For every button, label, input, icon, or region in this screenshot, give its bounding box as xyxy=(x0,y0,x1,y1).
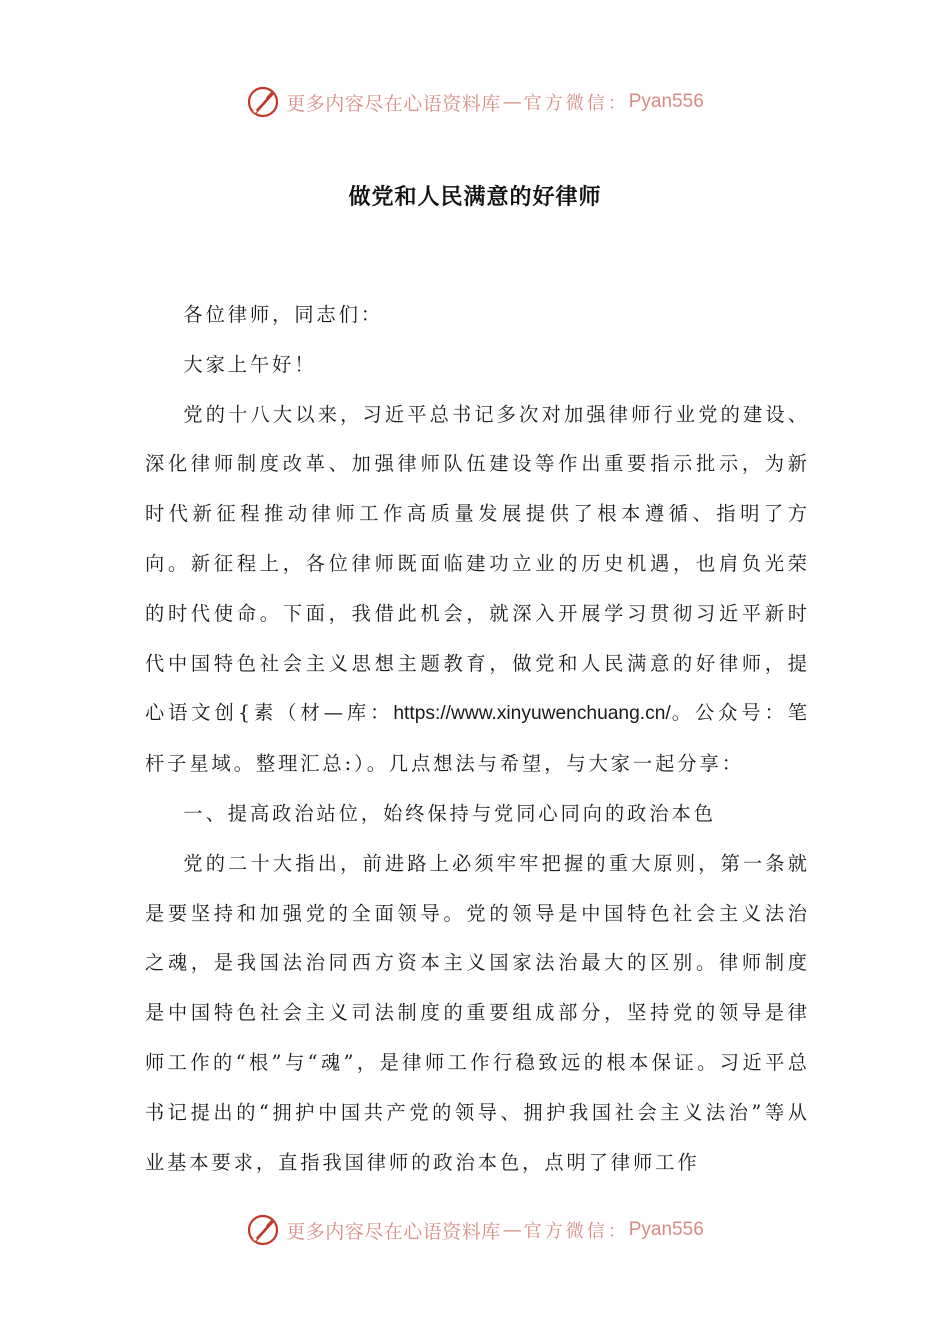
section-heading-1: 一、提高政治站位，始终保持与党同心同向的政治本色 xyxy=(183,801,716,825)
document-title: 做党和人民满意的好律师 xyxy=(348,184,602,210)
quill-pen-logo-icon xyxy=(246,85,280,119)
footer-banner xyxy=(0,1208,950,1252)
header-banner xyxy=(0,80,950,124)
footer-slogan: 更多内容尽在心语资料库 xyxy=(286,1220,501,1243)
header-slogan: 更多内容尽在心语资料库 xyxy=(286,92,501,115)
paragraph-1 xyxy=(145,390,810,789)
footer-wechat-label: 官方微信： xyxy=(523,1221,629,1242)
header-dash: — xyxy=(502,91,522,113)
greeting: 各位律师，同志们： xyxy=(183,303,384,326)
footer-wechat-id: Pyan556 xyxy=(628,1219,704,1240)
document-body xyxy=(145,290,810,1187)
header-wechat-label: 官方微信： xyxy=(523,93,629,114)
paragraph-1-end: 。公众号：笔杆子星域。整理汇总:）。几点想法与希望，与大家一起分享： xyxy=(145,701,810,776)
paragraph-2: 党的二十大指出，前进路上必须牢牢把握的重大原则，第一条就是要坚持和加强党的全面领导。党的领导是中国特色社会主义法治之魂，是我国法治同西方资本主义国家法治最大的区别。律师制度是中国特色社会主义司法制度的重要组成部分，坚持党的领导是律师工作的“根”与“魂”，是律师工作行稳致远的根本保证。习近平总书记提出的“拥护中国共产党的领导、拥护我国社会主义法治”等从业基本要求，直指我国律师的政治本色，点明了律师工作 xyxy=(145,851,810,1174)
footer-dash: — xyxy=(502,1219,522,1241)
quill-pen-logo-icon xyxy=(246,1213,280,1247)
paragraph-1-text: 党的十八大以来，习近平总书记多次对加强律师行业党的建设、深化律师制度改革、加强律师队伍建设等作出重要指示批示，为新时代新征程推动律师工作高质量发展提供了根本遵循、指明了方向。新征程上，各位律师既面临建功立业的历史机遇，也肩负光荣的时代使命。下面，我借此机会，就深入开展学习贯彻习近平新时代中国特色社会主义思想主题教育，做党和人民满意的好律师，提心语文创{素（材—库： xyxy=(145,402,810,725)
website-link[interactable]: https://www.xinyuwenchuang.cn/ xyxy=(393,703,671,725)
header-wechat-id: Pyan556 xyxy=(628,91,704,112)
salutation: 大家上午好！ xyxy=(183,352,317,376)
